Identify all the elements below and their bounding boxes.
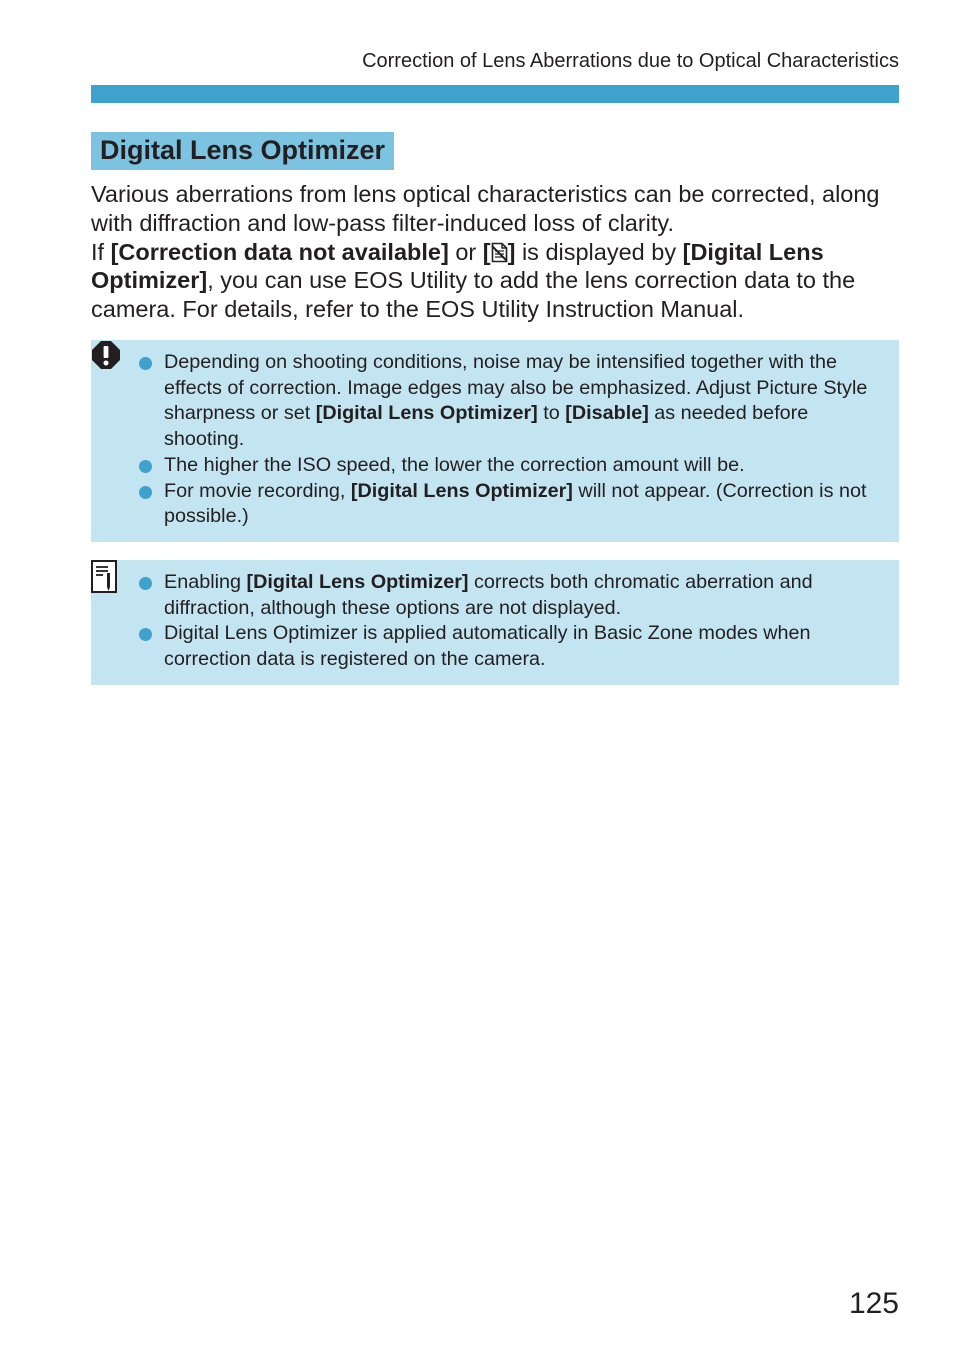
list-item-text: as needed before shooting. — [164, 402, 809, 451]
intro-text-segment: If — [91, 238, 111, 265]
caution-icon — [91, 340, 121, 370]
list-item — [138, 479, 879, 530]
list-item-text: Digital Lens Optimizer is applied automatically in Basic Zone modes when correction data is registered on the camera. — [164, 622, 811, 671]
intro-text — [91, 180, 906, 324]
page-number: 125 — [848, 1287, 899, 1320]
list-item-text: Enabling — [164, 571, 247, 593]
list-item-text: Depending on shooting conditions, noise may be intensified together with the effects of correction. Image edges may also be emphasized. Adjust Picture Style sharpness or set — [164, 351, 868, 425]
list-item-text: The higher the ISO speed, the lower the correction amount will be. — [164, 453, 745, 476]
memo-box — [91, 560, 899, 685]
memo-list — [138, 570, 879, 673]
running-header: Correction of Lens Aberrations due to Optical Characteristics — [362, 50, 899, 72]
memo-icon — [91, 560, 119, 596]
intro-paragraph-2 — [91, 238, 906, 324]
bullet-icon — [139, 460, 152, 473]
menu-term: [Digital Lens Optimizer] — [350, 479, 573, 502]
list-item-text: For movie recording, — [164, 479, 351, 502]
intro-paragraph-1: Various aberrations from lens optical characteristics can be corrected, along with diffraction and low-pass filter-induced loss of clarity. — [91, 181, 880, 236]
intro-text-segment: is displayed by — [515, 238, 683, 265]
menu-term: [Disable] — [565, 402, 649, 425]
section-title: Digital Lens Optimizer — [91, 132, 394, 170]
bracket-open: [ — [482, 238, 491, 265]
menu-term: [Digital Lens Optimizer] — [246, 571, 469, 593]
intro-text-segment: or — [448, 238, 483, 265]
menu-term: [Digital Lens Optimizer] — [315, 402, 538, 425]
no-correction-data-icon — [491, 242, 508, 263]
list-item-text: will not appear. (Correction is not possible.) — [164, 479, 867, 528]
list-item — [138, 621, 879, 672]
menu-term-digital-lens-optimizer: [Digital Lens Optimizer] — [91, 238, 824, 294]
menu-term-correction-data-not-available: [Correction data not available] — [110, 238, 449, 265]
intro-text-segment: , you can use EOS Utility to add the lens correction data to the camera. For details, refer to the EOS Utility Instruction Manual. — [91, 267, 856, 323]
header-rule — [91, 85, 899, 103]
list-item — [138, 570, 879, 621]
bracket-close: ] — [507, 238, 516, 265]
bullet-icon — [139, 486, 152, 499]
list-item — [138, 453, 879, 479]
list-item — [138, 350, 879, 453]
bullet-icon — [139, 577, 152, 590]
bullet-icon — [139, 357, 152, 370]
bullet-icon — [139, 628, 152, 641]
list-item-text: corrects both chromatic aberration and diffraction, although these options are not displayed. — [164, 571, 813, 619]
list-item-text: to — [537, 402, 566, 425]
caution-box — [91, 340, 899, 542]
caution-list — [138, 350, 879, 530]
